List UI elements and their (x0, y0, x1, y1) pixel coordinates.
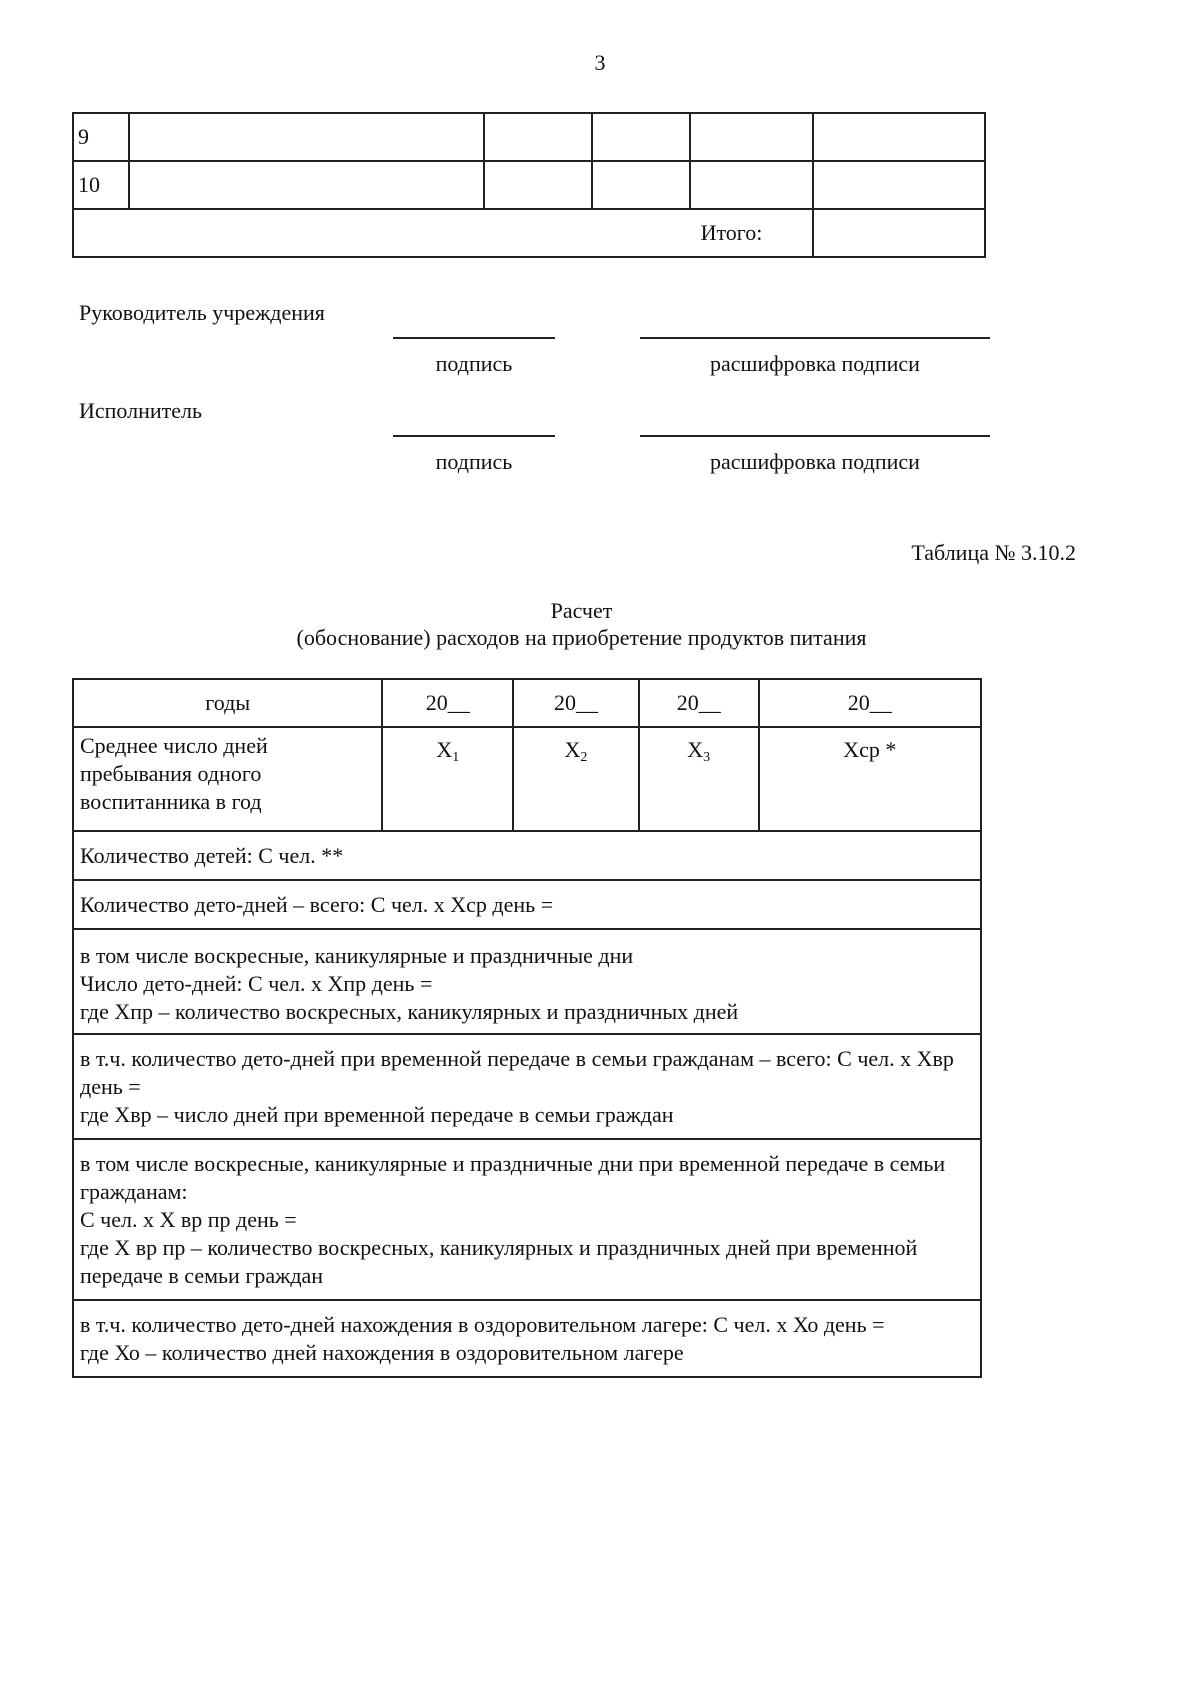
executor-decode-line (640, 435, 990, 437)
head-signature-line (393, 337, 555, 339)
row-line: где Хпр – количество воскресных, каникулярных и праздничных дней (80, 999, 739, 1024)
head-label: Руководитель учреждения (79, 300, 325, 325)
top-table (72, 112, 986, 258)
x-subscript: 2 (580, 750, 588, 765)
calc-table (72, 678, 982, 1378)
row-number: 10 (73, 161, 129, 209)
x-subscript: 1 (452, 750, 460, 765)
executor-label: Исполнитель (79, 398, 203, 423)
table-cell (690, 113, 814, 161)
table-row (73, 113, 985, 161)
year-cell: 20__ (513, 679, 639, 727)
avg-days-row (73, 727, 981, 831)
table-cell (484, 113, 592, 161)
row-line: С чел. х Х вр пр день = (80, 1207, 297, 1232)
table-number: Таблица № 3.10.2 (911, 540, 1076, 565)
x-symbol: X (436, 737, 453, 762)
row-number: 9 (73, 113, 129, 161)
page-number: 3 (594, 50, 606, 75)
row-line: в т.ч. количество дето-дней нахождения в оздоровительном лагере: С чел. х Хо день = (80, 1312, 885, 1337)
title-line-1: Расчет (550, 598, 613, 623)
x3-cell (639, 727, 759, 831)
executor-signature-line (393, 435, 555, 437)
row-text-block (73, 1139, 981, 1300)
table-row (73, 880, 981, 929)
total-value-cell (813, 209, 985, 257)
head-sign-caption: подпись (435, 351, 513, 376)
table-cell (129, 113, 484, 161)
row-text-block (73, 1300, 981, 1377)
table-cell (813, 161, 985, 209)
x-avg-cell: Xср * (759, 727, 981, 831)
table-cell (592, 113, 690, 161)
x-symbol: X (564, 737, 581, 762)
head-decode-line (640, 337, 990, 339)
table-cell (690, 161, 814, 209)
table-cell (484, 161, 592, 209)
table-row (73, 929, 981, 1034)
table-row (73, 1139, 981, 1300)
table-cell (592, 161, 690, 209)
executor-decode-caption: расшифровка подписи (710, 449, 920, 474)
table-row (73, 1034, 981, 1139)
x2-cell (513, 727, 639, 831)
row-line: где Хвр – число дней при временной передаче в семьи граждан (80, 1102, 674, 1127)
table-cell (129, 161, 484, 209)
title-line-2: (обоснование) расходов на приобретение продуктов питания (296, 625, 867, 650)
row-text-block (73, 1034, 981, 1139)
x-symbol: X (687, 737, 704, 762)
avg-days-label: Среднее число дней пребывания одного воспитанника в год (73, 727, 382, 831)
row-text: Количество дето-дней – всего: С чел. х Хср день = (73, 880, 981, 929)
total-label: Итого: (73, 209, 813, 257)
year-cell: 20__ (759, 679, 981, 727)
row-line: в т.ч. количество дето-дней при временной передаче в семьи гражданам – всего: С чел. х Хвр день = (80, 1046, 954, 1099)
table-row (73, 161, 985, 209)
table-row (73, 1300, 981, 1377)
row-line: где Хо – количество дней нахождения в оздоровительном лагере (80, 1340, 684, 1365)
row-line: в том числе воскресные, каникулярные и праздничные дни (80, 943, 634, 968)
executor-sign-caption: подпись (435, 449, 513, 474)
total-row (73, 209, 985, 257)
years-header: годы (73, 679, 382, 727)
x-subscript: 3 (703, 750, 711, 765)
x1-cell (382, 727, 513, 831)
year-cell: 20__ (382, 679, 513, 727)
table-cell (813, 113, 985, 161)
table-row (73, 831, 981, 880)
row-text-block (73, 929, 981, 1034)
row-line: в том числе воскресные, каникулярные и праздничные дни при временной передаче в семьи гражданам: (80, 1151, 946, 1204)
header-row (73, 679, 981, 727)
row-line: Число дето-дней: С чел. х Хпр день = (80, 971, 433, 996)
year-cell: 20__ (639, 679, 759, 727)
row-text: Количество детей: С чел. ** (73, 831, 981, 880)
row-line: где Х вр пр – количество воскресных, каникулярных и праздничных дней при временной передаче в семьи граждан (80, 1235, 918, 1288)
head-decode-caption: расшифровка подписи (710, 351, 920, 376)
